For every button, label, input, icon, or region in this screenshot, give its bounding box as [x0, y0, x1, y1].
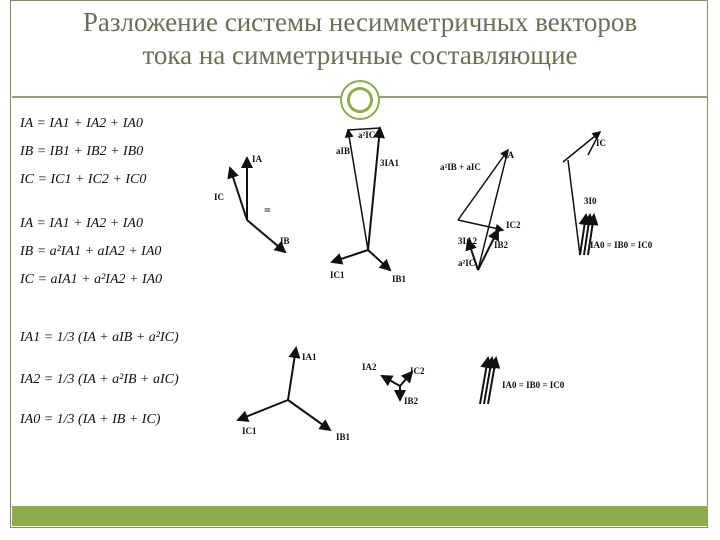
label-IB2: IB2	[494, 240, 509, 250]
label-I0-equality-p3: IA0 = IB0 = IC0	[502, 380, 565, 390]
unbalanced-vectors-diagram	[200, 140, 310, 288]
label-IA: IA	[252, 154, 263, 164]
label-IC2-p3: IC2	[410, 366, 425, 376]
label-IC-p2: IC	[596, 138, 607, 148]
label-IB1: IB1	[392, 274, 407, 284]
symmetrical-components-diagram	[222, 338, 614, 452]
title-line-1: Разложение системы несимметричных векторов	[82, 7, 638, 37]
slide-title	[12, 6, 708, 72]
label-IB: IB	[280, 236, 290, 246]
label-a2IC: a²IC	[358, 130, 376, 140]
label-IC1: IC1	[330, 270, 345, 280]
equation-6: IC = aIA1 + a²IA2 + IA0	[20, 272, 163, 287]
divider-ornament-icon	[340, 80, 380, 120]
title-line-2: тока на симметричные составляющие	[142, 40, 578, 70]
label-IB2-p3: IB2	[404, 396, 419, 406]
label-a2IC-2: a²IC	[458, 258, 476, 268]
label-I0-equality-p2: IA0 = IB0 = IC0	[590, 240, 653, 250]
equation-8: IA2 = 1/3 (IA + a²IB + aIC)	[20, 372, 179, 387]
label-IA2: IA2	[362, 362, 377, 372]
label-a2IB-aIC: a²IB + aIC	[440, 162, 481, 172]
label-IC2: IC2	[506, 220, 521, 230]
equation-1: IA = IA1 + IA2 + IA0	[20, 116, 143, 131]
vector-IC	[230, 168, 247, 220]
equation-9: IA0 = 1/3 (IA + IB + IC)	[20, 412, 161, 427]
equation-2: IB = IB1 + IB2 + IB0	[20, 144, 144, 159]
equation-3: IC = IC1 + IC2 + IC0	[20, 172, 147, 187]
equation-7: IA1 = 1/3 (IA + aIB + a²IC)	[20, 330, 179, 345]
label-3IA2: 3IA2	[458, 236, 478, 246]
footer-accent-bar	[12, 506, 708, 526]
label-IB1-p3: IB1	[336, 432, 351, 442]
label-IA1: IA1	[302, 352, 317, 362]
label-IC: IC	[214, 192, 225, 202]
label-3IA1: 3IA1	[380, 158, 400, 168]
label-IA-p2: IA	[504, 150, 515, 160]
equation-5: IB = a²IA1 + aIA2 + IA0	[20, 244, 162, 259]
label-IC1-p3: IC1	[242, 426, 257, 436]
equals-sign: =	[264, 203, 271, 217]
equation-4: IA = IA1 + IA2 + IA0	[20, 216, 143, 231]
label-3I0: 3I0	[584, 196, 597, 206]
component-construction-diagram	[318, 120, 656, 292]
label-aIB: aIB	[336, 146, 351, 156]
